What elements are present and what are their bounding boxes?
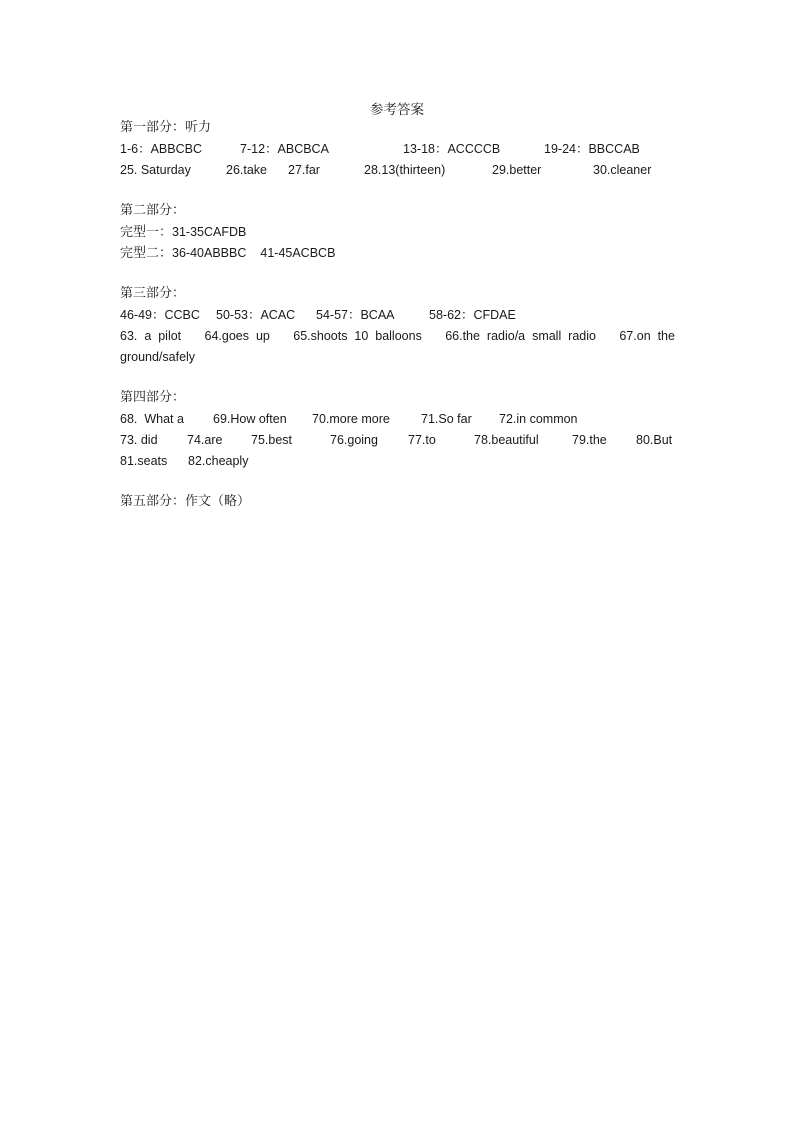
answer-item: 79.the <box>572 433 607 447</box>
answer-group: 54-57：BCAA <box>316 308 395 322</box>
answer-item: 73. did <box>120 433 158 447</box>
cloze1-answers: 31-35CAFDB <box>172 225 247 239</box>
answer-item: 68. What a <box>120 412 184 426</box>
answer-item: 72.in common <box>499 412 578 426</box>
part4-row2 <box>120 430 680 450</box>
answer-item: 67.on the <box>619 329 675 343</box>
cloze2-label: 完型二： <box>120 246 173 261</box>
answer-item: 77.to <box>408 433 436 447</box>
part5-heading: 第五部分：作文（略） <box>120 494 251 509</box>
part1-row2 <box>120 160 680 180</box>
answer-group: 46-49：CCBC <box>120 308 200 322</box>
part3-row1 <box>120 305 680 325</box>
answer-item: 69.How often <box>213 412 287 426</box>
answer-group: 1-6：ABBCBC <box>120 142 202 156</box>
answer-item: 71.So far <box>421 412 472 426</box>
answer-group: 58-62：CFDAE <box>429 308 516 322</box>
answer-group: 50-53：ACAC <box>216 308 296 322</box>
cloze1-label: 完型一： <box>120 225 173 240</box>
answer-item: 81.seats <box>120 454 168 468</box>
part2-cloze1 <box>120 222 420 242</box>
answer-item: 78.beautiful <box>474 433 539 447</box>
cloze2-answers-a: 36-40ABBBC <box>172 246 247 260</box>
part3-row2 <box>120 326 675 346</box>
answer-item: 64.goes up <box>204 329 270 343</box>
part2-heading: 第二部分： <box>120 203 186 218</box>
answer-item: 27.far <box>288 163 320 177</box>
answer-item: 26.take <box>226 163 268 177</box>
answer-group: 13-18：ACCCCB <box>403 142 501 156</box>
part1-row1 <box>120 139 680 159</box>
answer-item: 65.shoots 10 balloons <box>293 329 422 343</box>
answer-item: 76.going <box>330 433 378 447</box>
part4-row1 <box>120 409 680 429</box>
answer-item: 74.are <box>187 433 223 447</box>
answer-item: 75.best <box>251 433 293 447</box>
answer-item: 70.more more <box>312 412 390 426</box>
answer-item: 66.the radio/a small radio <box>445 329 596 343</box>
answer-item: 28.13(thirteen) <box>364 163 446 177</box>
cloze2-answers-b: 41-45ACBCB <box>260 246 336 260</box>
part2-cloze2 <box>120 243 520 263</box>
part1-heading: 第一部分：听力 <box>120 120 212 135</box>
part4-row3 <box>120 451 420 471</box>
answer-item: 63. a pilot <box>120 329 182 343</box>
answer-group: 19-24：BBCCAB <box>544 142 640 156</box>
answer-item: 25. Saturday <box>120 163 191 177</box>
part4-heading: 第四部分： <box>120 390 186 405</box>
answer-item: 82.cheaply <box>188 454 249 468</box>
answer-item: 80.But <box>636 433 673 447</box>
part3-row3: ground/safely <box>120 350 196 364</box>
part3-heading: 第三部分： <box>120 286 186 301</box>
answer-group: 7-12：ABCBCA <box>240 142 329 156</box>
answer-item: 29.better <box>492 163 542 177</box>
page-title: 参考答案 <box>370 102 424 118</box>
answer-item: 30.cleaner <box>593 163 652 177</box>
